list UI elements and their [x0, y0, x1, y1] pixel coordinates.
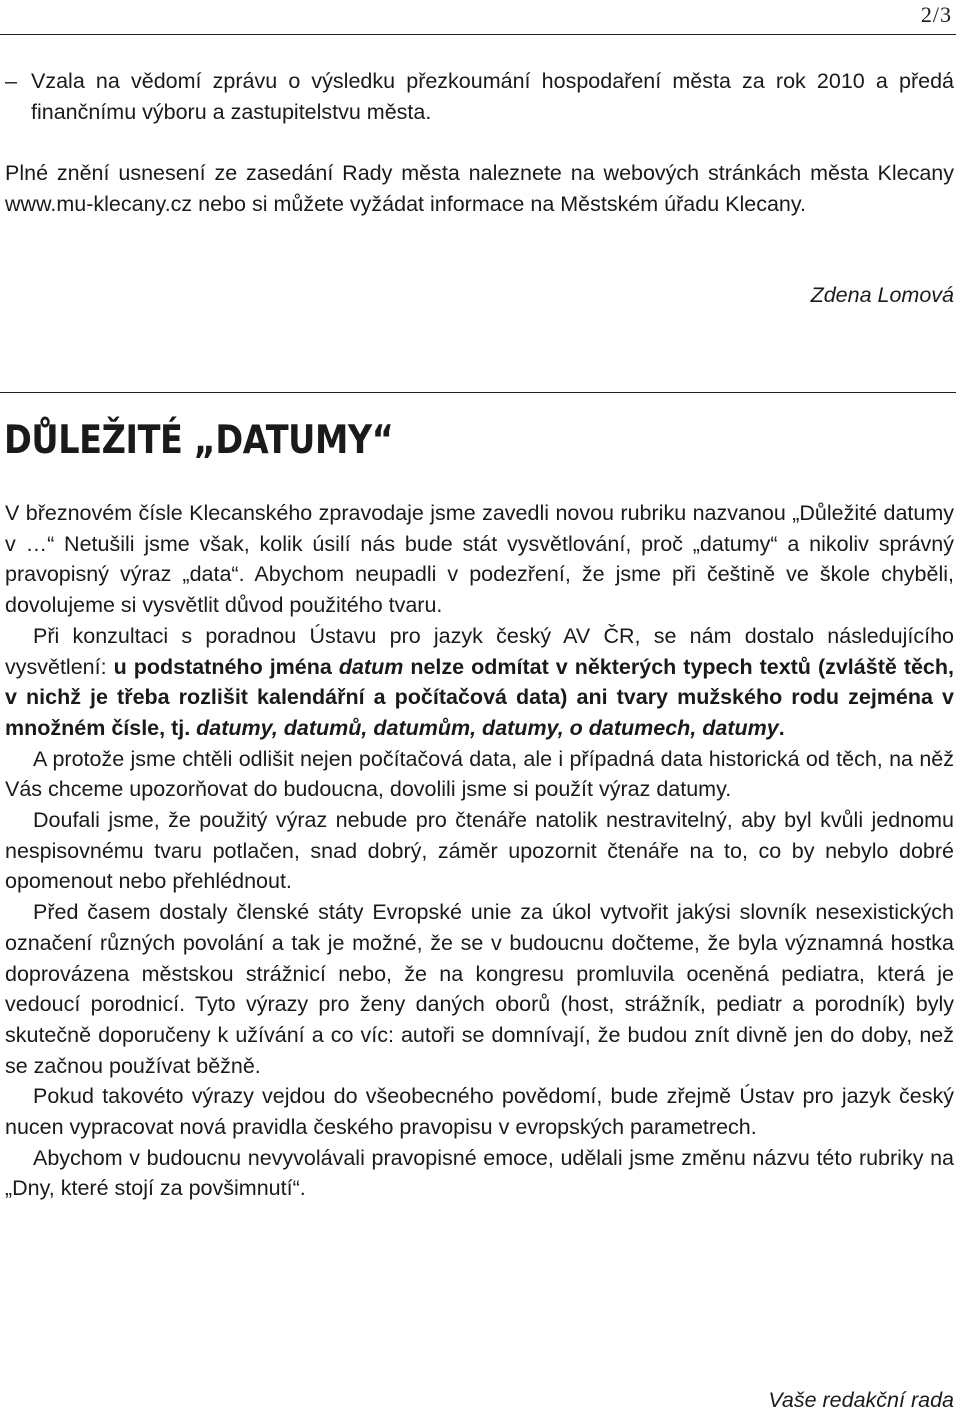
paragraph-eu-dictionary: Před časem dostaly členské státy Evropské unie za úkol vytvořit jakýsi slovník nesexistických označení různých povolání a tak je možné, že se v budoucnu dočteme, že byla významná hostka doprovázena městskou strážnicí nebo, že na kongresu promluvila oceněná pediatra, která je vedoucí porodnicí. Tyto výrazy pro ženy daných oborů (host, strážník, pediatr a porodník) byly skutečně doporučeny k užívání a co víc: autoři se domnívají, že budou znít divně jen do doby, než se začnou používat běžně.: [5, 900, 954, 1078]
section-divider: [0, 392, 956, 393]
paragraph-institute: Pokud takovéto výrazy vejdou do všeobecného povědomí, bude zřejmě Ústav pro jazyk český nucen vypracovat nová pravidla českého pravopisu v evropských parametrech.: [5, 1084, 954, 1140]
consultation-forms: datumy, datumů, datumům, datumy, o datumech, datumy: [196, 715, 779, 740]
spacer: [5, 127, 954, 158]
consultation-period: .: [778, 715, 785, 740]
paragraph-distinction: A protože jsme chtěli odlišit nejen počítačová data, ale i případná data historická od těch, na něž Vás chceme upozorňovat do budoucna, dovolili jsme si použít výraz datumy.: [5, 746, 954, 802]
resolution-text: Vzala na vědomí zprávu o výsledku přezkoumání hospodaření města za rok 2010 a předá finančnímu výboru a zastupitelstvu města.: [31, 69, 954, 124]
paragraph-hope: Doufali jsme, že použitý výraz nebude pro čtenáře natolik nestravitelný, aby byl kvůli jednomu nespisovnému tvaru potlačen, snad dobrý, záměr upozornit čtenáře na to, co by nebylo dobré opomenout nebo přehlédnout.: [5, 808, 954, 894]
paragraph-intro: V březnovém čísle Klecanského zpravodaje jsme zavedli novou rubriku nazvanou „Důležité datumy v …“ Netušili jsme však, kolik úsilí nás bude stát vysvětlování, proč „datumy“ a nikoliv správný pravopisný výraz „data“. Abychom neupadli v podezření, že jsme při češtině ve škole chyběli, dovolujeme si vysvětlit důvod použitého tvaru.: [5, 501, 954, 618]
article-title: DŮLEŽITÉ „DATUMY“: [4, 418, 394, 463]
paragraph-consultation: [5, 621, 954, 744]
list-dash: –: [5, 69, 17, 93]
editorial-signature: Vaše redakční rada: [768, 1388, 954, 1412]
paragraph-rename: Abychom v budoucnu nevyvolávali pravopisné emoce, udělali jsme změnu názvu této rubriky na „Dny, které stojí za povšimnutí“.: [5, 1145, 954, 1201]
author-signature: Zdena Lomová: [810, 283, 954, 307]
article-body: [5, 498, 954, 1204]
resolution-list-item: [5, 66, 954, 127]
council-resolution-section: [5, 66, 954, 220]
top-divider: [0, 34, 956, 35]
page-number: 2/3: [920, 2, 952, 27]
consultation-term: datum: [338, 654, 404, 679]
consultation-rule-body: nelze odmítat v některých typech textů (zvláště těch, v nichž je třeba rozlišit kalendářní a počítačová data) ani tvary mužského rodu zejména v množném čísle, tj.: [5, 654, 954, 740]
consultation-lead: Při konzultaci s poradnou Ústavu pro jazyk český AV ČR, se nám dostalo následujícího vysvětlení:: [5, 623, 954, 679]
consultation-rule-start: u podstatného jména: [113, 654, 339, 679]
full-text-note: Plné znění usnesení ze zasedání Rady města naleznete na webových stránkách města Klecany www.mu-klecany.cz nebo si můžete vyžádat informace na Městském úřadu Klecany.: [5, 161, 954, 217]
